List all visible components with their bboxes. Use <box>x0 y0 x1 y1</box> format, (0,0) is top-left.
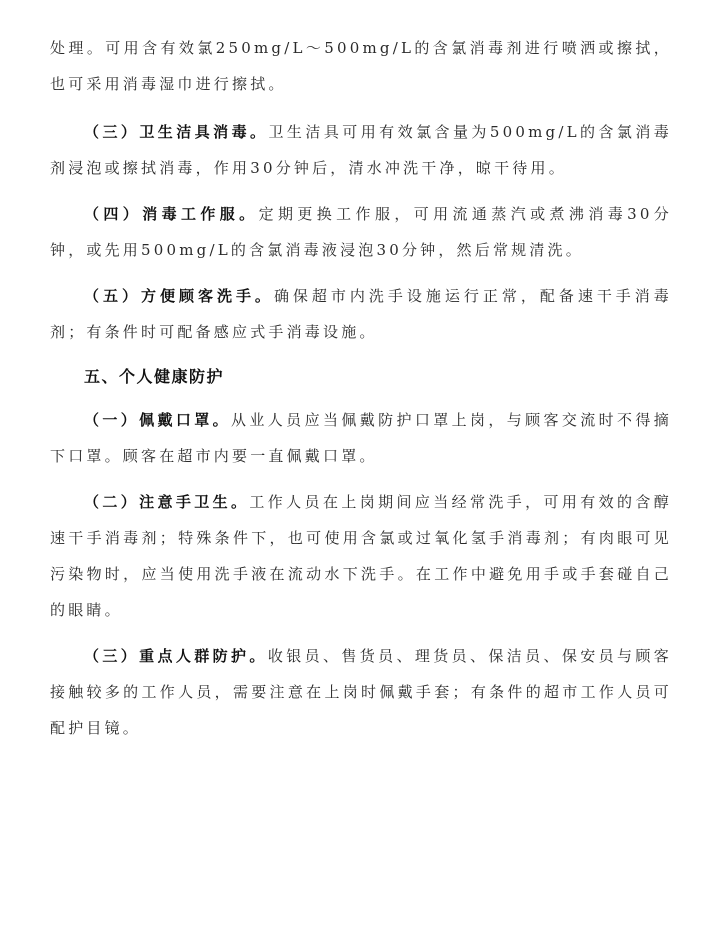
paragraph-work-clothes <box>50 196 672 268</box>
paragraph-text: 定期更换工作服，可用流通蒸汽或煮沸消毒30分钟，或先用500mg/L的含氯消毒液浸泡30分钟，然后常规清洗。 <box>50 205 672 259</box>
paragraph-hand-washing <box>50 278 672 350</box>
paragraph-hand-hygiene <box>50 484 672 628</box>
paragraph-text: 收银员、售货员、理货员、保洁员、保安员与顾客接触较多的工作人员，需要注意在上岗时佩戴手套；有条件的超市工作人员可配护目镜。 <box>50 647 672 737</box>
paragraph-lead: （三）重点人群防护。 <box>84 647 268 665</box>
paragraph-text: 工作人员在上岗期间应当经常洗手，可用有效的含醇速干手消毒剂；特殊条件下，也可使用含氯或过氧化氢手消毒剂；有肉眼可见污染物时，应当使用洗手液在流动水下洗手。在工作中避免用手或手套碰自己的眼睛。 <box>50 493 672 619</box>
paragraph-sanitary-ware <box>50 114 672 186</box>
paragraph-lead: （四）消毒工作服。 <box>84 205 259 223</box>
paragraph-continuation <box>50 30 672 102</box>
paragraph-key-groups <box>50 638 672 746</box>
paragraph-mask <box>50 402 672 474</box>
paragraph-lead: （二）注意手卫生。 <box>84 493 250 511</box>
paragraph-lead: （五）方便顾客洗手。 <box>84 287 274 305</box>
paragraph-text: 从业人员应当佩戴防护口罩上岗，与顾客交流时不得摘下口罩。顾客在超市内要一直佩戴口罩。 <box>50 411 672 465</box>
paragraph-lead: （三）卫生洁具消毒。 <box>84 123 269 141</box>
paragraph-text: 确保超市内洗手设施运行正常，配备速干手消毒剂；有条件时可配备感应式手消毒设施。 <box>50 287 672 341</box>
section-heading: 五、个人健康防护 <box>84 367 225 386</box>
paragraph-text: 卫生洁具可用有效氯含量为500mg/L的含氯消毒剂浸泡或擦拭消毒，作用30分钟后，清水冲洗干净，晾干待用。 <box>50 123 672 177</box>
paragraph-lead: （一）佩戴口罩。 <box>84 411 232 429</box>
paragraph-text: 处理。可用含有效氯250mg/L～500mg/L的含氯消毒剂进行喷洒或擦拭，也可采用消毒湿巾进行擦拭。 <box>50 39 672 93</box>
